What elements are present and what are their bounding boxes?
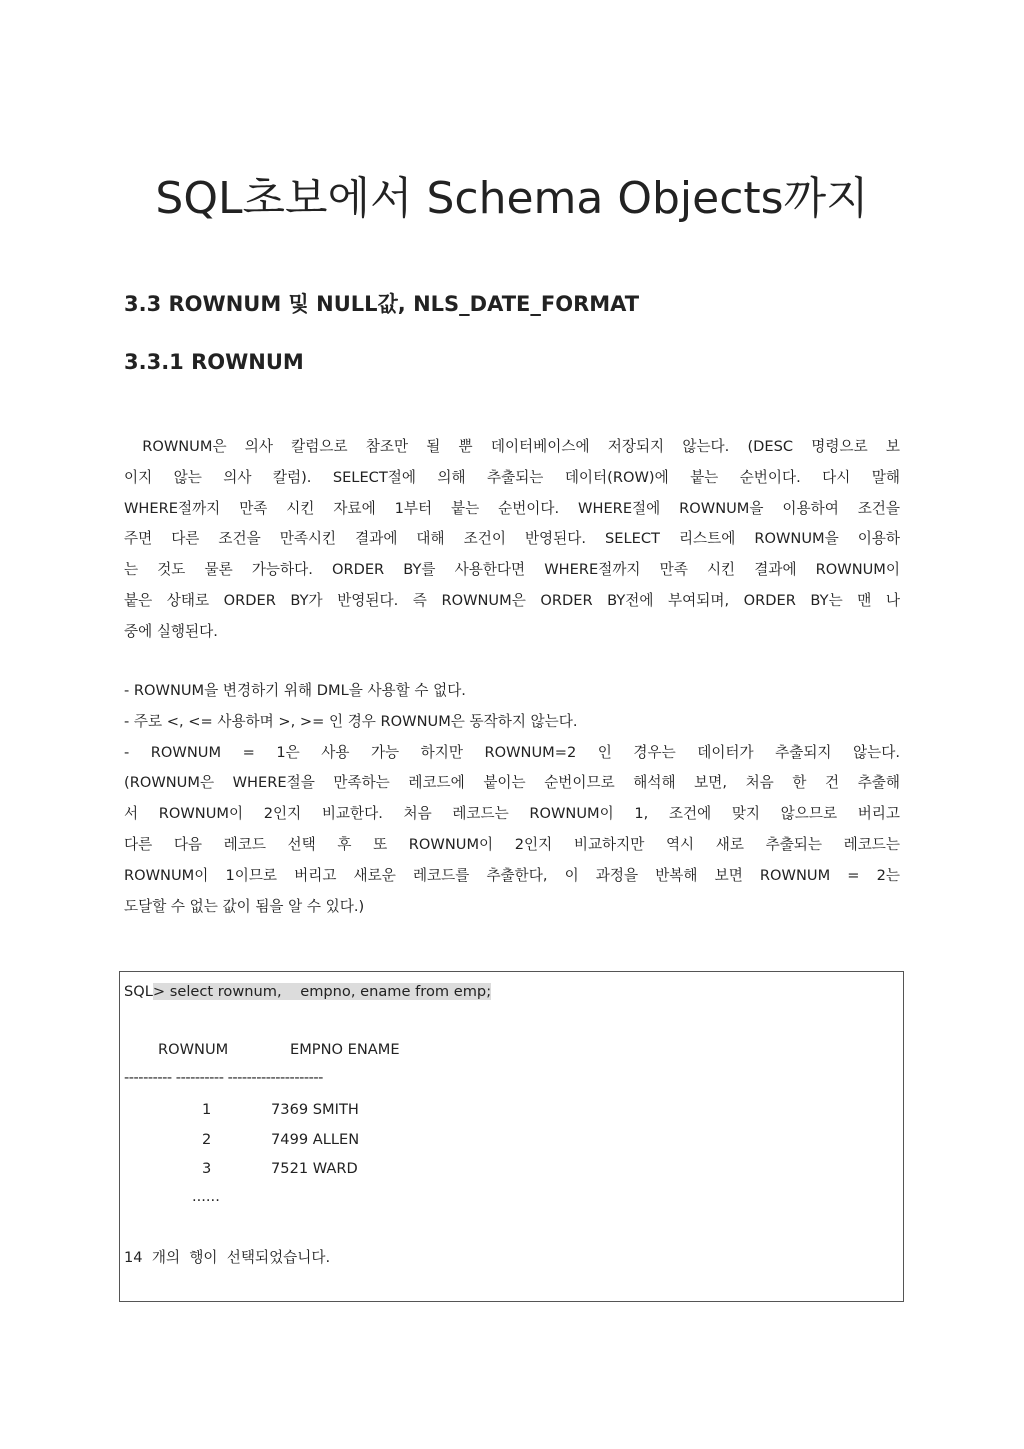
note-line: - ROWNUM = 1은 사용 가능 하지만 ROWNUM=2 인 경우는 데이터가 추출되지 않는다. xyxy=(124,743,900,761)
result-rownum: 3 xyxy=(202,1160,212,1177)
sql-command: > select rownum, empno, ename from emp; xyxy=(152,983,492,1000)
paragraph-line: 는 것도 물론 가능하다. ORDER BY를 사용한다면 WHERE절까지 만족 시킨 결과에 ROWNUM이 xyxy=(124,561,900,579)
sql-example-box xyxy=(119,971,904,1302)
note-line: ROWNUM이 1이므로 버리고 새로운 레코드를 추출한다, 이 과정을 반복해 보면 ROWNUM = 2는 xyxy=(124,866,900,884)
paragraph-line: 이지 않는 의사 칼럼). SELECT절에 의해 추출되는 데이터(ROW)에 붙는 순번이다. 다시 말해 xyxy=(124,468,900,486)
result-footer: 14 개의 행이 선택되었습니다. xyxy=(124,1249,331,1266)
result-empno-ename: 7521 WARD xyxy=(271,1160,358,1177)
note-line: - 주로 <, <= 사용하며 >, >= 인 경우 ROWNUM은 동작하지 않는다. xyxy=(124,712,578,730)
result-rownum: 1 xyxy=(202,1101,212,1118)
paragraph-line: WHERE절까지 만족 시킨 자료에 1부터 붙는 순번이다. WHERE절에 ROWNUM을 이용하여 조건을 xyxy=(124,499,900,517)
column-header-empno-ename: EMPNO ENAME xyxy=(290,1041,400,1058)
section-heading: 3.3 ROWNUM 및 NULL값, NLS_DATE_FORMAT xyxy=(124,292,640,316)
paragraph-line: ROWNUM은 의사 칼럼으로 참조만 될 뿐 데이터베이스에 저장되지 않는다. (DESC 명령으로 보 xyxy=(124,438,900,455)
result-empno-ename: 7369 SMITH xyxy=(271,1101,359,1118)
sql-prompt: SQL xyxy=(124,983,153,1000)
result-ellipsis: ...... xyxy=(192,1188,220,1205)
paragraph-line: 주면 다른 조건을 만족시킨 결과에 대해 조건이 반영된다. SELECT 리스트에 ROWNUM을 이용하 xyxy=(124,530,900,548)
note-line: (ROWNUM은 WHERE절을 만족하는 레코드에 붙이는 순번이므로 해석해 보면, 처음 한 건 추출해 xyxy=(124,774,900,792)
result-rownum: 2 xyxy=(202,1131,212,1148)
note-line: 서 ROWNUM이 2인지 비교한다. 처음 레코드는 ROWNUM이 1, 조건에 맞지 않으므로 버리고 xyxy=(124,805,900,823)
note-line: - ROWNUM을 변경하기 위해 DML을 사용할 수 없다. xyxy=(124,682,466,699)
paragraph-line: 중에 실행된다. xyxy=(124,622,218,640)
rownum-description-paragraph xyxy=(124,432,900,648)
result-separator: ---------- ---------- -------------------- xyxy=(124,1069,323,1086)
rownum-notes-paragraph xyxy=(124,676,900,922)
page-title: SQL초보에서 Schema Objects까지 xyxy=(155,173,869,224)
note-line: 다른 다음 레코드 선택 후 또 ROWNUM이 2인지 비교하지만 역시 새로 추출되는 레코드는 xyxy=(124,835,900,853)
note-line: 도달할 수 없는 값이 됨을 알 수 있다.) xyxy=(124,897,365,915)
column-header-rownum: ROWNUM xyxy=(158,1041,229,1058)
paragraph-line: 붙은 상태로 ORDER BY가 반영된다. 즉 ROWNUM은 ORDER BY전에 부여되며, ORDER BY는 맨 나 xyxy=(124,591,900,609)
sql-command-line xyxy=(124,982,491,1002)
result-empno-ename: 7499 ALLEN xyxy=(271,1131,360,1148)
subsection-heading: 3.3.1 ROWNUM xyxy=(124,350,304,374)
